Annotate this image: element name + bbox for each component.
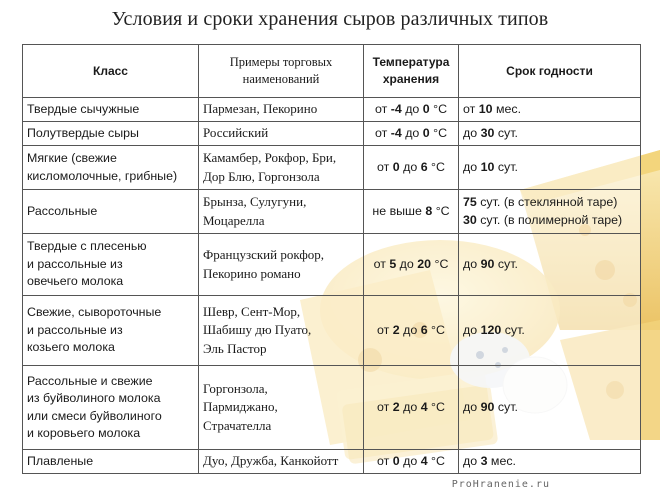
class-line: и коровьего молока bbox=[27, 425, 141, 440]
example-line: Дор Блю, Горгонзола bbox=[203, 168, 320, 184]
example-line: Шабишу дю Пуато, bbox=[203, 322, 312, 338]
shelf-unit: сут. (в полимерной таре) bbox=[476, 212, 623, 227]
shelf-line bbox=[463, 453, 636, 470]
shelf-number: 30 bbox=[480, 125, 495, 140]
temp-prefix: не выше bbox=[372, 203, 426, 218]
cell-class bbox=[23, 234, 199, 296]
cell-class bbox=[23, 122, 199, 146]
temp-to: 0 bbox=[422, 125, 430, 140]
temp-unit: °С bbox=[432, 203, 450, 218]
table-row bbox=[23, 450, 641, 474]
example-line: Брынза, Сулугуни, bbox=[203, 194, 307, 210]
temp-to-word: до bbox=[401, 125, 423, 140]
watermark: ProHranenie.ru bbox=[451, 479, 550, 490]
class-line: козьего молока bbox=[27, 340, 115, 355]
shelf-prefix: до bbox=[463, 453, 481, 468]
shelf-prefix: до bbox=[463, 256, 481, 271]
class-line: или смеси буйволиного bbox=[27, 408, 162, 423]
cell-class bbox=[23, 296, 199, 366]
temp-to: 6 bbox=[420, 159, 428, 174]
example-line: Эль Пастор bbox=[203, 340, 267, 356]
shelf-unit: сут. bbox=[501, 322, 525, 337]
shelf-unit: мес. bbox=[492, 101, 522, 116]
temp-prefix: от bbox=[373, 256, 390, 271]
cell-temperature bbox=[364, 190, 459, 234]
table-row bbox=[23, 190, 641, 234]
shelf-number: 90 bbox=[480, 399, 495, 414]
cell-class bbox=[23, 450, 199, 474]
class-line: и рассольные из bbox=[27, 256, 123, 271]
shelf-unit: сут. bbox=[494, 159, 518, 174]
temp-unit: °С bbox=[427, 322, 445, 337]
temp-from: 2 bbox=[392, 322, 400, 337]
table-row bbox=[23, 296, 641, 366]
cell-shelf-life bbox=[459, 190, 641, 234]
temp-to: 4 bbox=[420, 453, 428, 468]
class-line: Твердые сычужные bbox=[27, 101, 140, 116]
shelf-unit: сут. (в стеклянной таре) bbox=[476, 195, 618, 210]
cell-examples bbox=[199, 190, 364, 234]
shelf-unit: сут. bbox=[494, 125, 518, 140]
cell-temperature bbox=[364, 234, 459, 296]
shelf-line bbox=[463, 194, 636, 211]
temp-from: 8 bbox=[425, 203, 433, 218]
temp-to-word: до bbox=[399, 399, 421, 414]
temp-prefix: от bbox=[377, 453, 393, 468]
example-line: Горгонзола, bbox=[203, 381, 268, 397]
class-line: Рассольные и свежие bbox=[27, 373, 153, 388]
cell-class bbox=[23, 190, 199, 234]
example-line: Камамбер, Рокфор, Бри, bbox=[203, 150, 337, 166]
shelf-number: 3 bbox=[480, 453, 488, 468]
cell-examples bbox=[199, 122, 364, 146]
shelf-prefix: до bbox=[463, 322, 481, 337]
temp-unit: °С bbox=[427, 399, 445, 414]
shelf-line bbox=[463, 159, 636, 176]
shelf-number: 75 bbox=[463, 195, 477, 210]
shelf-number: 10 bbox=[480, 159, 495, 174]
table-row bbox=[23, 366, 641, 450]
class-line: Полутвердые сыры bbox=[27, 125, 139, 140]
example-line: Моцарелла bbox=[203, 212, 265, 228]
header-shelf-life: Срок годности bbox=[459, 45, 641, 98]
temp-from: 0 bbox=[392, 453, 400, 468]
temp-to: 6 bbox=[420, 322, 428, 337]
example-line: Пармиджано, bbox=[203, 399, 278, 415]
temp-to: 0 bbox=[422, 101, 430, 116]
header-class: Класс bbox=[23, 45, 199, 98]
shelf-line bbox=[463, 212, 636, 229]
cell-shelf-life bbox=[459, 296, 641, 366]
cell-temperature bbox=[364, 98, 459, 122]
shelf-prefix: до bbox=[463, 399, 481, 414]
cell-class bbox=[23, 146, 199, 190]
cell-examples bbox=[199, 366, 364, 450]
class-line: овечьего молока bbox=[27, 274, 124, 289]
cell-shelf-life bbox=[459, 450, 641, 474]
cell-shelf-life bbox=[459, 98, 641, 122]
cell-shelf-life bbox=[459, 146, 641, 190]
shelf-line bbox=[463, 256, 636, 273]
example-line: Шевр, Сент-Мор, bbox=[203, 304, 301, 320]
shelf-unit: сут. bbox=[494, 256, 518, 271]
table-row bbox=[23, 98, 641, 122]
temp-to: 4 bbox=[420, 399, 428, 414]
temp-prefix: от bbox=[374, 125, 391, 140]
shelf-number: 90 bbox=[480, 256, 495, 271]
temp-prefix: от bbox=[377, 322, 393, 337]
class-line: Твердые с плесенью bbox=[27, 239, 147, 254]
temp-from: 2 bbox=[392, 399, 400, 414]
class-line: кисломолочные, грибные) bbox=[27, 168, 178, 183]
cell-class bbox=[23, 366, 199, 450]
shelf-prefix: до bbox=[463, 159, 481, 174]
example-line: Пекорино романо bbox=[203, 265, 301, 281]
cell-shelf-life bbox=[459, 122, 641, 146]
shelf-number: 120 bbox=[480, 322, 502, 337]
temp-to-word: до bbox=[399, 159, 421, 174]
shelf-line bbox=[463, 322, 636, 339]
shelf-prefix: от bbox=[463, 101, 479, 116]
temp-unit: °С bbox=[429, 101, 448, 116]
cell-examples bbox=[199, 296, 364, 366]
shelf-unit: мес. bbox=[487, 453, 516, 468]
example-line: Страчателла bbox=[203, 417, 272, 433]
table-row bbox=[23, 122, 641, 146]
cell-temperature bbox=[364, 296, 459, 366]
cell-examples bbox=[199, 146, 364, 190]
shelf-prefix: до bbox=[463, 125, 481, 140]
temp-to: 20 bbox=[417, 256, 432, 271]
header-temperature: Температура хранения bbox=[364, 45, 459, 98]
example-line: Французский рокфор, bbox=[203, 247, 325, 263]
cell-shelf-life bbox=[459, 234, 641, 296]
class-line: из буйволиного молока bbox=[27, 391, 161, 406]
temp-to-word: до bbox=[399, 453, 421, 468]
cell-temperature bbox=[364, 122, 459, 146]
temp-prefix: от bbox=[377, 399, 393, 414]
shelf-number: 30 bbox=[463, 212, 477, 227]
table-row bbox=[23, 146, 641, 190]
class-line: Мягкие (свежие bbox=[27, 151, 117, 166]
cell-shelf-life bbox=[459, 366, 641, 450]
cell-temperature bbox=[364, 146, 459, 190]
cell-class bbox=[23, 98, 199, 122]
temp-from: -4 bbox=[390, 125, 402, 140]
class-line: и рассольные из bbox=[27, 322, 123, 337]
cell-examples bbox=[199, 234, 364, 296]
example-line: Дуо, Дружба, Канкойотт bbox=[203, 453, 339, 469]
class-line: Рассольные bbox=[27, 203, 98, 218]
cell-examples bbox=[199, 98, 364, 122]
table-row bbox=[23, 234, 641, 296]
temp-to-word: до bbox=[399, 322, 421, 337]
cell-temperature bbox=[364, 366, 459, 450]
header-examples: Примеры торговых наименований bbox=[199, 45, 364, 98]
shelf-line bbox=[463, 125, 636, 142]
cheese-storage-table bbox=[22, 44, 641, 474]
temp-unit: °С bbox=[431, 256, 449, 271]
temp-to-word: до bbox=[401, 101, 423, 116]
temp-prefix: от bbox=[374, 101, 391, 116]
temp-unit: °С bbox=[427, 453, 445, 468]
temp-to-word: до bbox=[396, 256, 418, 271]
shelf-unit: сут. bbox=[494, 399, 518, 414]
example-line: Пармезан, Пекорино bbox=[203, 101, 318, 117]
cell-temperature bbox=[364, 450, 459, 474]
temp-from: 0 bbox=[392, 159, 400, 174]
temp-unit: °С bbox=[429, 125, 448, 140]
cell-examples bbox=[199, 450, 364, 474]
class-line: Свежие, сывороточные bbox=[27, 305, 162, 320]
temp-unit: °С bbox=[427, 159, 445, 174]
temp-from: 5 bbox=[389, 256, 397, 271]
temp-from: -4 bbox=[390, 101, 402, 116]
shelf-number: 10 bbox=[478, 101, 493, 116]
example-line: Российский bbox=[203, 125, 269, 141]
temp-prefix: от bbox=[377, 159, 393, 174]
class-line: Плавленые bbox=[27, 453, 94, 468]
shelf-line bbox=[463, 399, 636, 416]
page-title: Условия и сроки хранения сыров различных типов bbox=[111, 8, 549, 30]
shelf-line bbox=[463, 101, 636, 118]
